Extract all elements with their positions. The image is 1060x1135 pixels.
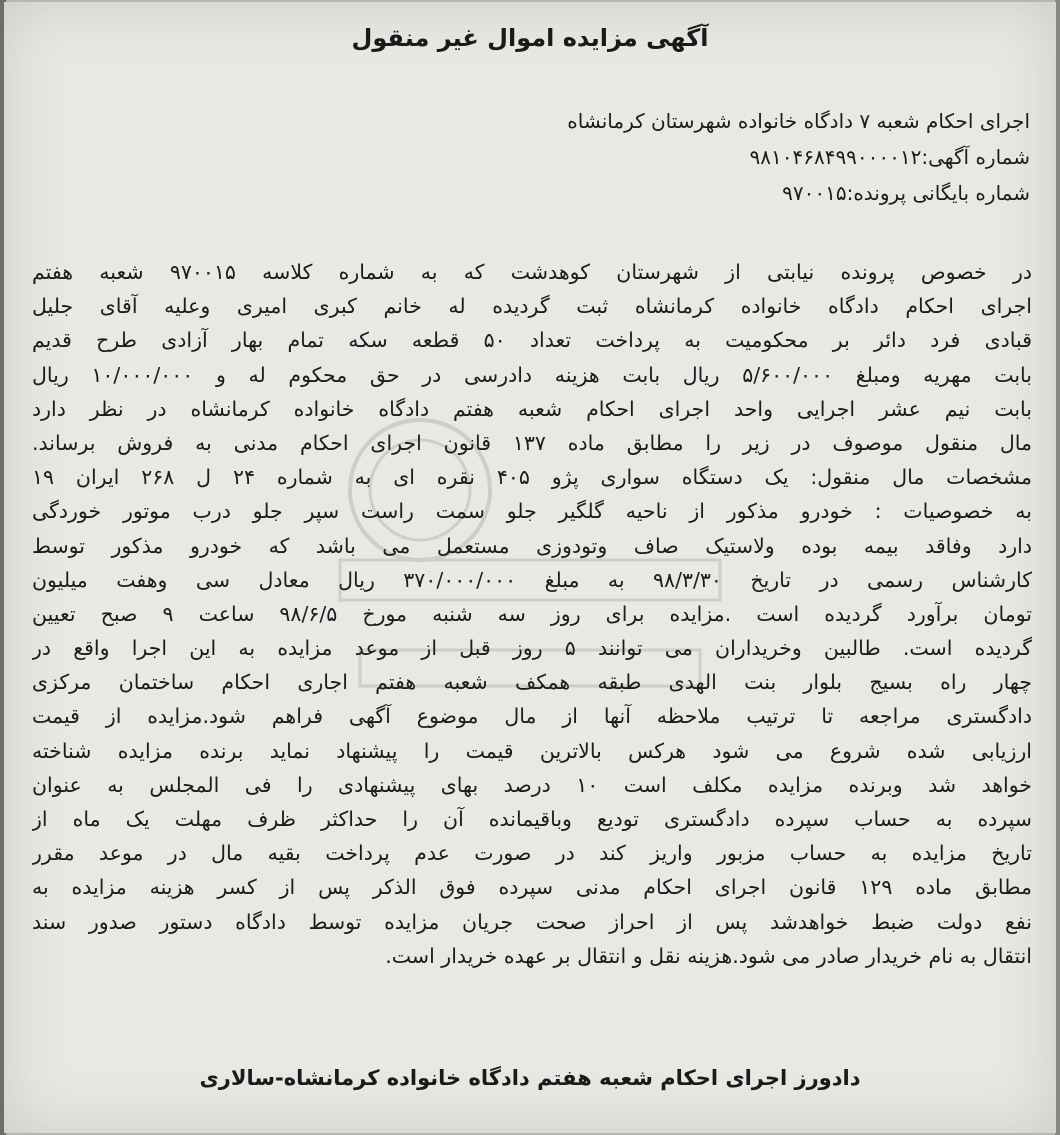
issuer-line: اجرای احکام شعبه ۷ دادگاه خانواده شهرستان کرمانشاه: [567, 109, 1030, 133]
notice-title: آگهی مزایده اموال غیر منقول: [351, 24, 709, 52]
body-line: مشخصات مال منقول: یک دستگاه سواری پژو ۴۰۵ نقره ای به شماره ۲۴ ل ۲۶۸ ایران ۱۹: [32, 465, 1032, 490]
archive-number-line: شماره بایگانی پرونده:۹۷۰۰۱۵: [782, 181, 1030, 205]
body-line: تومان برآورد گردیده است .مزایده برای روز سه شنبه مورخ ۹۸/۶/۵ ساعت ۹ صبح تعیین: [32, 601, 1032, 626]
notice-body: [32, 255, 1032, 973]
notice-number-line: شماره آگهی:۹۸۱۰۴۶۸۴۹۹۰۰۰۰۱۲: [749, 145, 1030, 169]
notice-header: [50, 103, 1030, 211]
body-line: ارزیابی شده شروع می شود هرکس بالاترین قیمت را پیشنهاد نماید برنده مزایده شناخته: [32, 738, 1032, 763]
body-line: تاریخ مزایده به حساب مزبور واریز کند در صورت عدم پرداخت بقیه مال در موعد مقرر: [32, 841, 1032, 866]
body-line: به خصوصیات : خودرو مذکور از ناحیه گلگیر جلو سمت راست سپر جلو درب موتور خوردگی: [32, 499, 1032, 524]
body-line: خواهد شد وبرنده مزایده مکلف است ۱۰ درصد بهای پیشنهادی را فی المجلس به عنوان: [32, 772, 1032, 797]
body-line: بابت مهریه ومبلغ ۵/۶۰۰/۰۰۰ ریال بابت هزینه دادرسی در حق محکوم له و ۱۰/۰۰۰/۰۰۰ ریال: [32, 362, 1032, 387]
body-line: در خصوص پرونده نیابتی از شهرستان کوهدشت که به شماره کلاسه ۹۷۰۰۱۵ شعبه هفتم: [32, 260, 1032, 284]
signature-line: دادورز اجرای احکام شعبه هفتم دادگاه خانواده کرمانشاه-سالاری: [199, 1066, 861, 1090]
body-line: بابت نیم عشر اجرایی واحد اجرای احکام شعبه هفتم دادگاه خانواده کرمانشاه در نظر دارد: [32, 396, 1032, 421]
body-line: دادگستری مراجعه تا ترتیب ملاحظه آنها از مال موضوع آگهی فراهم شود.مزایده از قیمت: [32, 704, 1032, 729]
body-line: انتقال به نام خریدار صادر می شود.هزینه نقل و انتقال بر عهده خریدار است.: [385, 943, 1032, 968]
body-line: مطابق ماده ۱۲۹ قانون اجرای احکام مدنی سپرده فوق الذکر پس از کسر هزینه مزایده به: [32, 875, 1032, 900]
body-line: چهار راه بسیج بلوار بنت الهدی طبقه همکف شعبه هفتم اجاری احکام ساختمان مرکزی: [32, 670, 1032, 695]
body-line: سپرده به حساب سپرده دادگستری تودیع وباقیمانده آن را حداکثر ظرف مهلت یک ماه از: [32, 807, 1032, 831]
body-line: گردیده است. طالبین وخریداران می توانند ۵ روز قبل از موعد مزایده به این اجرا واقع در: [32, 636, 1032, 661]
body-line: قبادی فرد دائر بر محکومیت به پرداخت تعداد ۵۰ قطعه سکه تمام بهار آزادی طرح قدیم: [32, 328, 1032, 353]
body-line: دارد وفاقد بیمه بوده ولاستیک صاف وتودوزی مستعمل می باشد که خودرو مذکور توسط: [32, 533, 1032, 558]
body-line: مال منقول موصوف در زیر را مطابق ماده ۱۳۷ قانون اجرای احکام مدنی به فروش برساند.: [32, 430, 1032, 455]
body-line: نفع دولت ضبط خواهدشد پس از احراز صحت جریان مزایده توسط دادگاه دستور صدور سند: [32, 909, 1032, 934]
body-line: اجرای احکام دادگاه خانواده کرمانشاه ثبت گردیده له خانم کبری امیری وعلیه آقای جلیل: [32, 294, 1032, 319]
body-line: کارشناس رسمی در تاریخ ۹۸/۳/۳۰ به مبلغ ۳۷۰/۰۰۰/۰۰۰ ریال معادل سی وهفت میلیون: [32, 567, 1032, 592]
